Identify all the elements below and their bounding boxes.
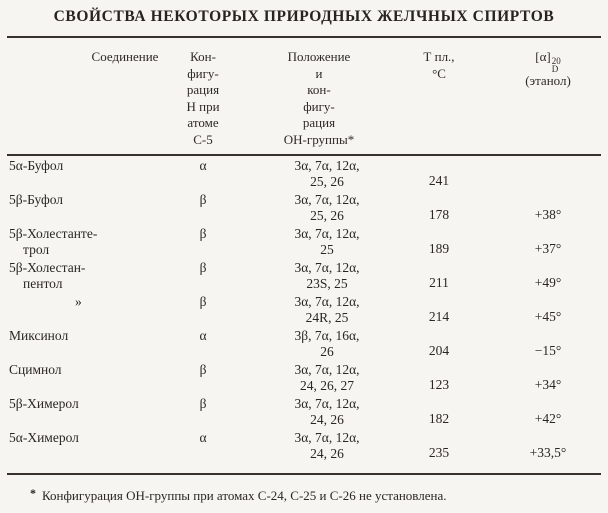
column-header-melting-point: Т пл., °С xyxy=(423,49,455,81)
table-row xyxy=(7,360,601,394)
cell-compound-ditto xyxy=(7,292,167,326)
cell-compound: Миксинол xyxy=(9,328,69,343)
rotation-solvent: (этанол) xyxy=(525,73,571,88)
cell-rotation: +38° xyxy=(534,207,562,222)
cell-rotation: +42° xyxy=(534,411,562,426)
footnote xyxy=(0,475,608,504)
cell-melting-point: 178 xyxy=(428,207,450,222)
cell-oh-position: 3α, 7α, 12α, 25, 26 xyxy=(294,192,360,223)
table-row xyxy=(7,292,601,326)
table-row xyxy=(7,190,601,224)
cell-compound: 5β-Холестан- пентол xyxy=(9,260,86,291)
cell-configuration: α xyxy=(199,328,207,343)
rotation-sup-sub: 20 D xyxy=(551,56,561,74)
cell-oh-position: 3α, 7α, 12α, 25 xyxy=(294,226,360,257)
cell-oh-position: 3α, 7α, 12α, 24, 26 xyxy=(294,396,360,427)
cell-melting-point: 211 xyxy=(429,275,449,290)
properties-table xyxy=(7,38,601,462)
cell-rotation xyxy=(479,155,601,190)
cell-melting-point: 182 xyxy=(428,411,450,426)
table-title: СВОЙСТВА НЕКОТОРЫХ ПРИРОДНЫХ ЖЕЛЧНЫХ СПИРТОВ xyxy=(53,8,555,25)
table-row xyxy=(7,155,601,190)
cell-configuration: β xyxy=(199,362,207,377)
table-body xyxy=(7,155,601,462)
cell-configuration: β xyxy=(199,294,207,309)
cell-melting-point: 123 xyxy=(428,377,450,392)
table-header xyxy=(7,38,601,155)
cell-melting-point: 189 xyxy=(428,241,450,256)
cell-oh-position: 3α, 7α, 12α, 23S, 25 xyxy=(294,260,360,291)
cell-compound: 5β-Буфол xyxy=(9,192,63,207)
cell-rotation: +49° xyxy=(534,275,562,290)
column-header-compound: Соединение xyxy=(91,49,159,64)
cell-rotation: +33,5° xyxy=(529,445,567,460)
table-row xyxy=(7,258,601,292)
cell-compound: 5β-Химерол xyxy=(9,396,79,411)
cell-configuration: β xyxy=(199,226,207,241)
cell-configuration: α xyxy=(199,158,207,173)
table-row xyxy=(7,224,601,258)
cell-melting-point: 214 xyxy=(428,309,450,324)
cell-configuration: β xyxy=(199,192,207,207)
cell-oh-position: 3α, 7α, 12α, 25, 26 xyxy=(294,158,360,189)
footnote-marker: * xyxy=(30,486,36,500)
cell-rotation: +34° xyxy=(534,377,562,392)
table-row xyxy=(7,326,601,360)
cell-compound: 5α-Буфол xyxy=(9,158,64,173)
cell-oh-position: 3α, 7α, 12α, 24, 26 xyxy=(294,430,360,461)
cell-rotation: +45° xyxy=(534,309,562,324)
column-header-optical-rotation xyxy=(479,38,601,155)
header-row xyxy=(7,38,601,155)
cell-oh-position: 3α, 7α, 12α, 24R, 25 xyxy=(294,294,360,325)
column-header-configuration: Кон- фигу- рация Н при атоме С-5 xyxy=(186,49,220,147)
footnote-text: Конфигурация ОН-группы при атомах С-24, С-25 и С-26 не установлена. xyxy=(42,488,447,503)
cell-configuration: α xyxy=(199,430,207,445)
alpha-rotation-symbol: [α] xyxy=(535,49,551,64)
column-header-oh-position: Положение и кон- фигу- рация ОН-группы* xyxy=(283,49,355,147)
cell-configuration: β xyxy=(199,396,207,411)
cell-rotation: −15° xyxy=(534,343,562,358)
ditto-mark: » xyxy=(75,294,82,309)
table-row xyxy=(7,428,601,462)
cell-oh-position: 3β, 7α, 16α, 26 xyxy=(294,328,360,359)
cell-compound: Сцимнол xyxy=(9,362,62,377)
cell-rotation: +37° xyxy=(534,241,562,256)
cell-oh-position: 3α, 7α, 12α, 24, 26, 27 xyxy=(294,362,360,393)
cell-configuration: β xyxy=(199,260,207,275)
cell-melting-point: 235 xyxy=(428,445,450,460)
cell-compound: 5α-Химерол xyxy=(9,430,79,445)
cell-compound: 5β-Холестанте- трол xyxy=(9,226,98,257)
cell-melting-point: 204 xyxy=(428,343,450,358)
cell-melting-point: 241 xyxy=(428,173,450,188)
table-row xyxy=(7,394,601,428)
